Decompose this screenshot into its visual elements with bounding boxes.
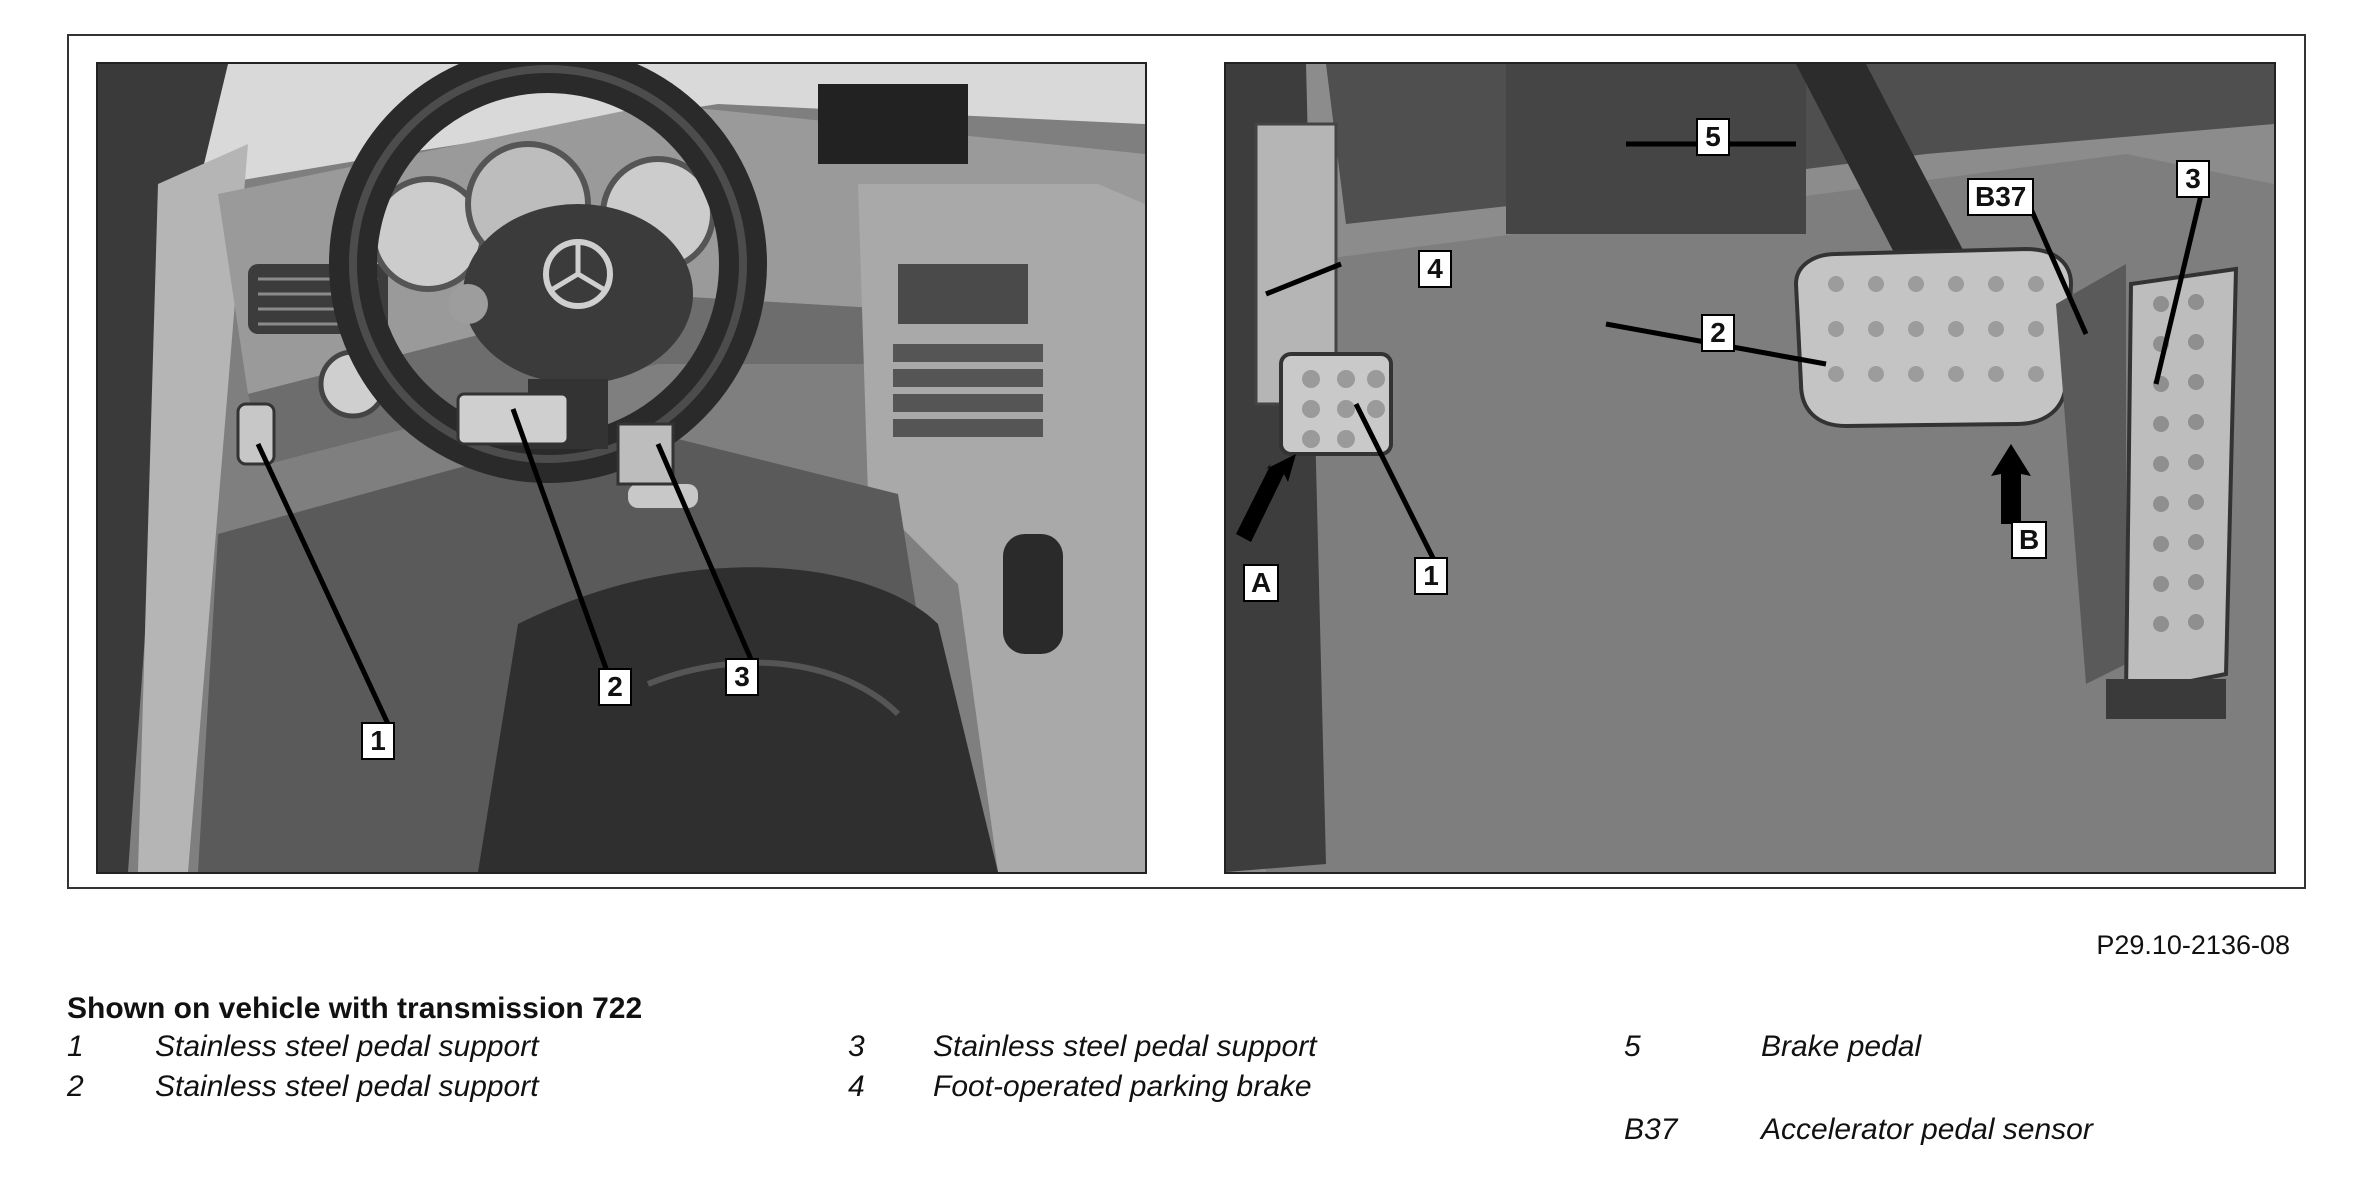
legend-text: Stainless steel pedal support <box>933 1030 1317 1063</box>
callout-2: 2 <box>1701 314 1735 352</box>
callout-4: 4 <box>1418 250 1452 288</box>
legend-number: 5 <box>1624 1030 1641 1063</box>
legend-number: B37 <box>1624 1113 1678 1146</box>
footwell-photo <box>1224 62 2276 874</box>
callout-3: 3 <box>2176 160 2210 198</box>
legend-number: 4 <box>848 1070 865 1103</box>
callout-2: 2 <box>598 668 632 706</box>
arrow-label-a: A <box>1243 564 1279 602</box>
figure-id: P29.10-2136-08 <box>2096 930 2290 960</box>
callout-b37: B37 <box>1967 178 2034 216</box>
callout-1: 1 <box>1414 557 1448 595</box>
callout-5: 5 <box>1696 118 1730 156</box>
legend-number: 1 <box>67 1030 84 1063</box>
legend-text: Stainless steel pedal support <box>155 1070 539 1103</box>
legend-text: Stainless steel pedal support <box>155 1030 539 1063</box>
legend-text: Brake pedal <box>1761 1030 1922 1063</box>
cockpit-photo <box>96 62 1147 874</box>
caption-title: Shown on vehicle with transmission 722 <box>67 992 643 1025</box>
legend-text: Accelerator pedal sensor <box>1761 1113 2093 1146</box>
callout-3: 3 <box>725 658 759 696</box>
cockpit-illustration <box>98 64 1145 872</box>
legend-number: 3 <box>848 1030 865 1063</box>
callout-1: 1 <box>361 722 395 760</box>
footwell-illustration <box>1226 64 2274 872</box>
arrow-label-b: B <box>2011 521 2047 559</box>
legend-number: 2 <box>67 1070 84 1103</box>
legend-text: Foot-operated parking brake <box>933 1070 1312 1103</box>
